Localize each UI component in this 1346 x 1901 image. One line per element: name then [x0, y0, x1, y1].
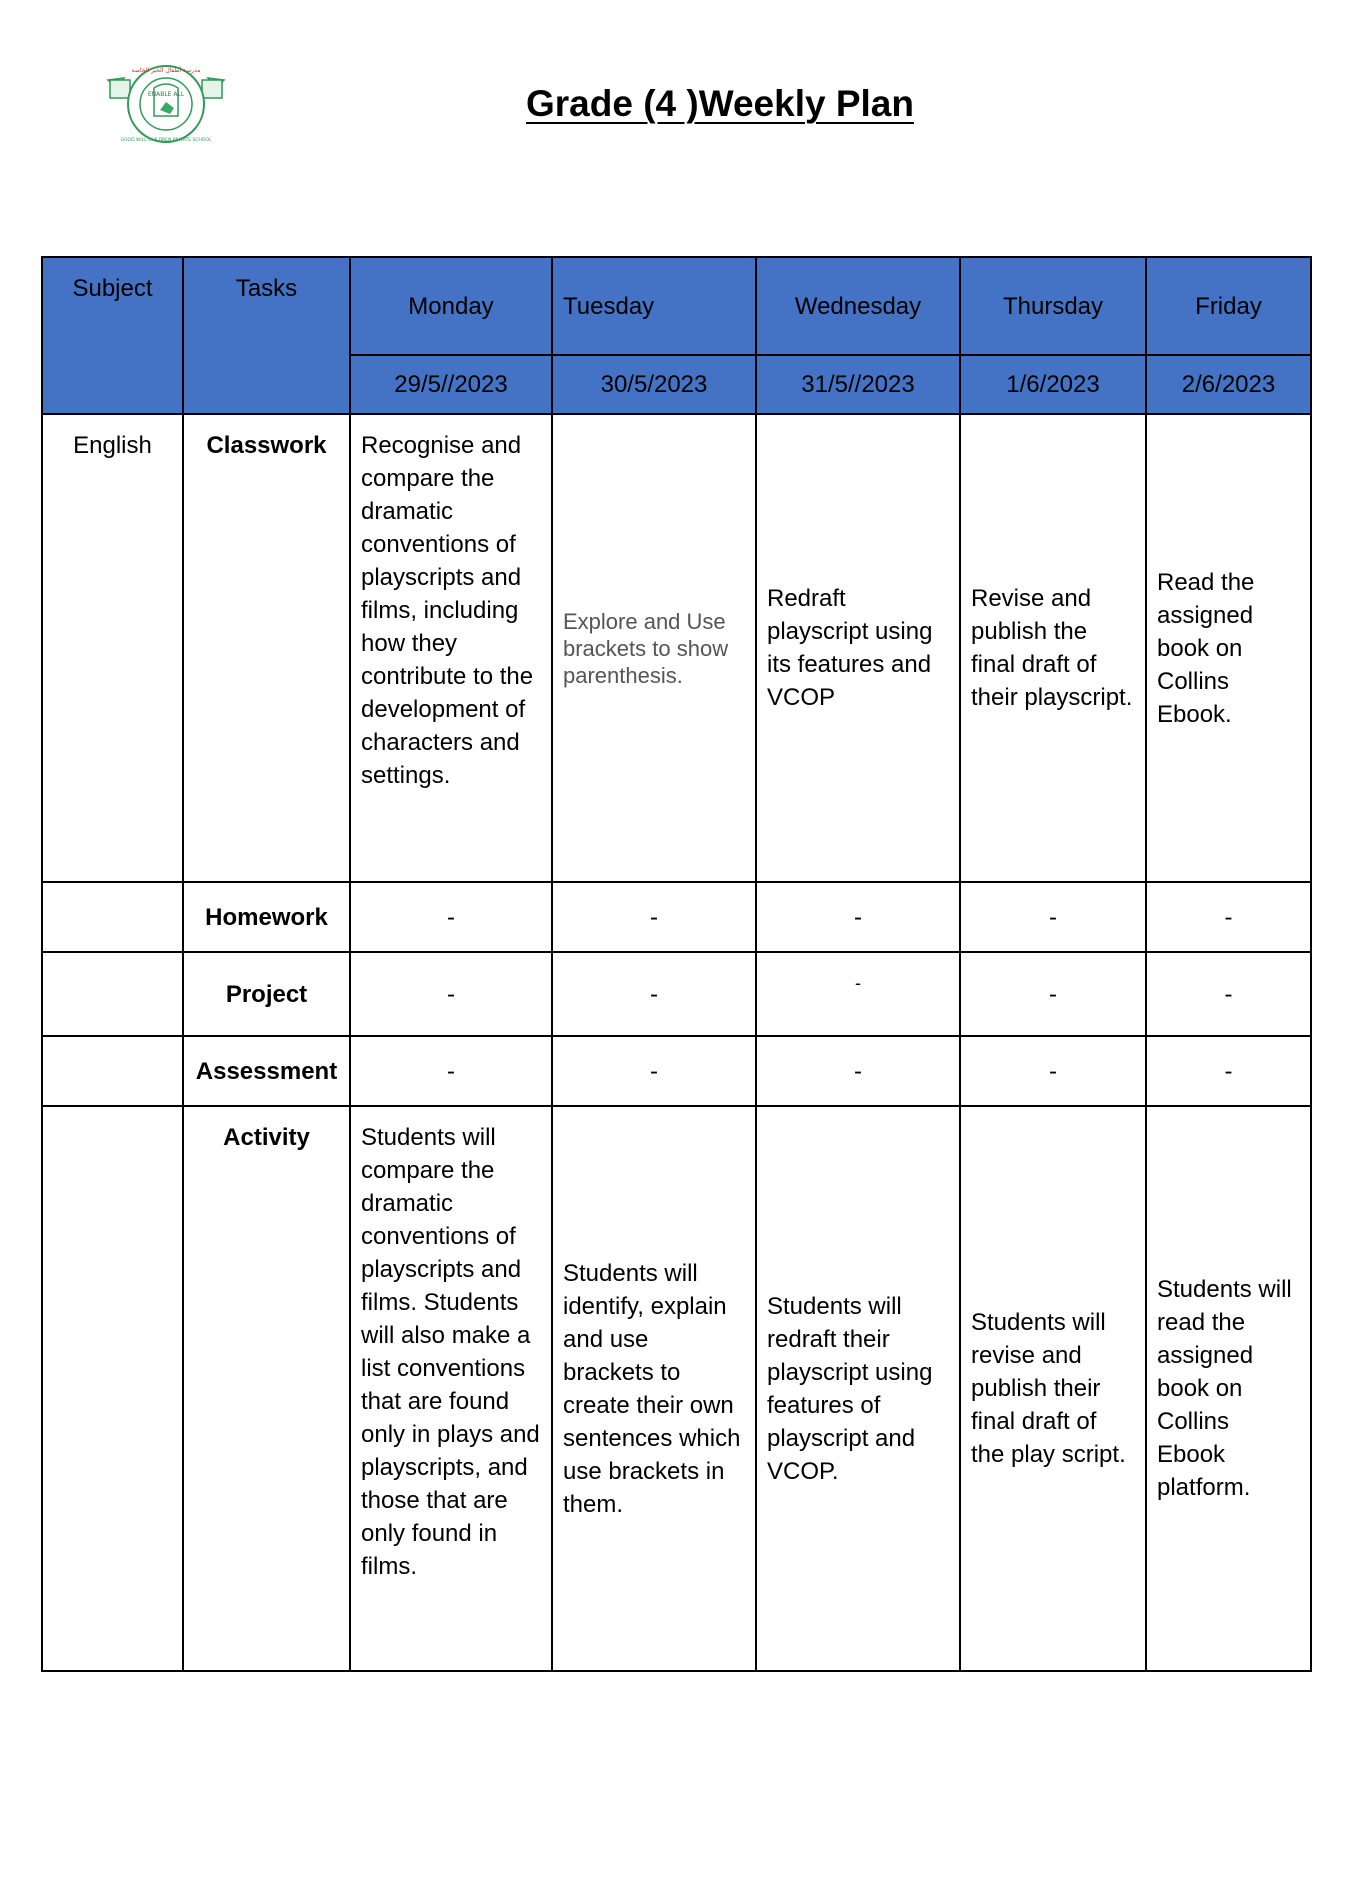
homework-monday: -	[350, 882, 552, 952]
date-tuesday: 30/5/2023	[552, 355, 756, 414]
project-monday: -	[350, 952, 552, 1036]
project-tuesday: -	[552, 952, 756, 1036]
page-title: Grade (4 )Weekly Plan	[526, 83, 914, 124]
assessment-monday: -	[350, 1036, 552, 1106]
weekly-plan-table	[41, 256, 1312, 1672]
task-label-activity: Activity	[183, 1106, 350, 1671]
project-friday: -	[1146, 952, 1311, 1036]
date-thursday: 1/6/2023	[960, 355, 1146, 414]
activity-thursday: Students will revise and publish their final draft of the play script.	[960, 1106, 1146, 1671]
date-monday: 29/5//2023	[350, 355, 552, 414]
assessment-thursday: -	[960, 1036, 1146, 1106]
subject-cell-empty	[42, 1036, 183, 1106]
task-label-homework: Homework	[183, 882, 350, 952]
activity-tuesday: Students will identify, explain and use brackets to create their own sentences which use brackets in them.	[552, 1106, 756, 1671]
homework-thursday: -	[960, 882, 1146, 952]
classwork-wednesday: Redraft playscript using its features and VCOP	[756, 414, 960, 882]
activity-wednesday: Students will redraft their playscript using features of playscript and VCOP.	[756, 1106, 960, 1671]
activity-monday: Students will compare the dramatic conventions of playscripts and films. Students will also make a list conventions that are found only in plays and playscripts, and those that are only found in films.	[350, 1106, 552, 1671]
table-row-project	[42, 952, 1311, 1036]
classwork-thursday: Revise and publish the final draft of their playscript.	[960, 414, 1146, 882]
day-header-monday: Monday	[350, 257, 552, 355]
table-row-homework	[42, 882, 1311, 952]
homework-wednesday: -	[756, 882, 960, 952]
school-logo	[106, 58, 226, 148]
day-header-friday: Friday	[1146, 257, 1311, 355]
subject-cell-empty	[42, 1106, 183, 1671]
classwork-monday: Recognise and compare the dramatic conventions of playscripts and films, including how they contribute to the development of characters and settings.	[350, 414, 552, 882]
subject-cell: English	[42, 414, 183, 882]
homework-friday: -	[1146, 882, 1311, 952]
header-row-days	[42, 257, 1311, 355]
table-row-activity	[42, 1106, 1311, 1671]
logo-ring-text: GOOD WILL CHILDREN PRIVATE SCHOOL	[120, 138, 212, 143]
activity-friday: Students will read the assigned book on Collins Ebook platform.	[1146, 1106, 1311, 1671]
project-thursday: -	[960, 952, 1146, 1036]
task-label-classwork: Classwork	[183, 414, 350, 882]
homework-tuesday: -	[552, 882, 756, 952]
task-label-assessment: Assessment	[183, 1036, 350, 1106]
classwork-tuesday: Explore and Use brackets to show parenthesis.	[552, 414, 756, 882]
assessment-friday: -	[1146, 1036, 1311, 1106]
date-wednesday: 31/5//2023	[756, 355, 960, 414]
day-header-tuesday: Tuesday	[552, 257, 756, 355]
date-friday: 2/6/2023	[1146, 355, 1311, 414]
day-header-wednesday: Wednesday	[756, 257, 960, 355]
tasks-header: Tasks	[183, 257, 350, 414]
table-row-classwork	[42, 414, 1311, 882]
logo-arabic-text: مدرسة أطفال الخير الخاصة	[131, 67, 201, 74]
project-wednesday: -	[756, 952, 960, 1036]
subject-header: Subject	[42, 257, 183, 414]
task-label-project: Project	[183, 952, 350, 1036]
assessment-tuesday: -	[552, 1036, 756, 1106]
assessment-wednesday: -	[756, 1036, 960, 1106]
subject-cell-empty	[42, 952, 183, 1036]
subject-cell-empty	[42, 882, 183, 952]
day-header-thursday: Thursday	[960, 257, 1146, 355]
table-row-assessment	[42, 1036, 1311, 1106]
classwork-friday: Read the assigned book on Collins Ebook.	[1146, 414, 1311, 882]
logo-badge-text: ENABLE ALL	[147, 91, 185, 98]
